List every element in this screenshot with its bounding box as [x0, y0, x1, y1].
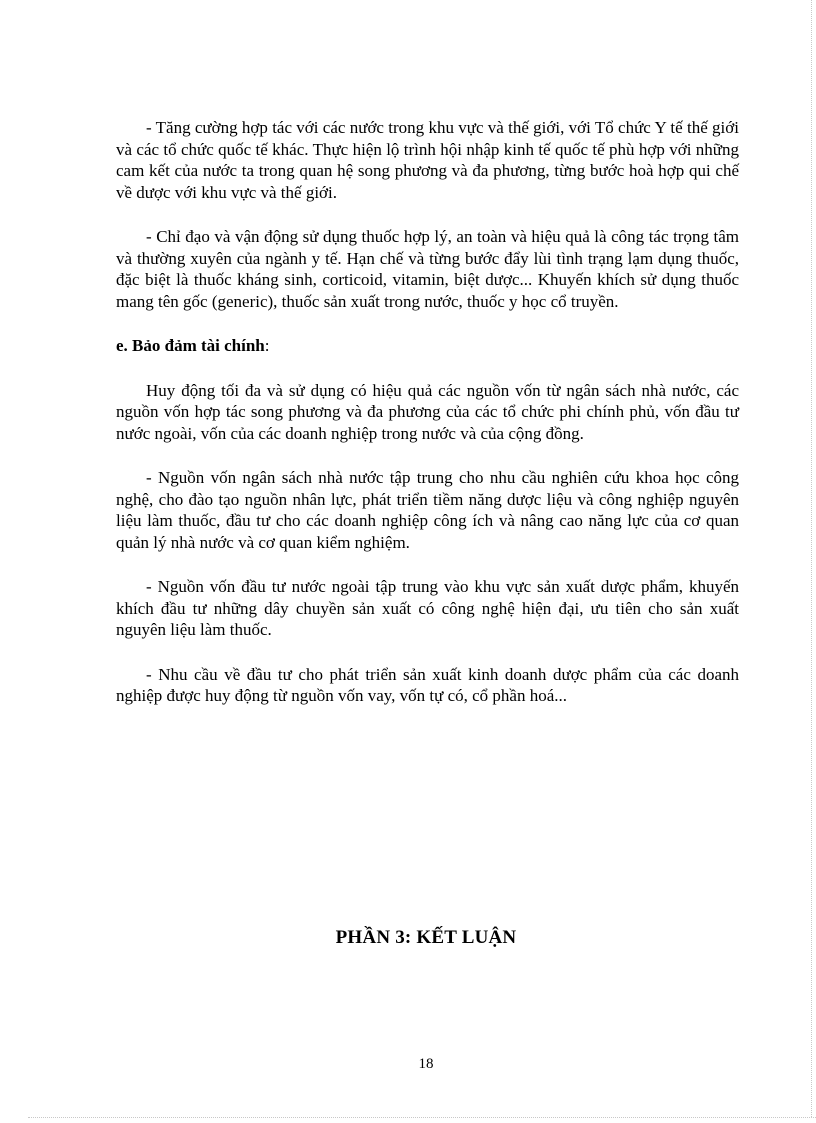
paragraph-state-budget: - Nguồn vốn ngân sách nhà nước tập trung cho nhu cầu nghiên cứu khoa học công nghệ, cho đào tạo nguồn nhân lực, phát triển tiềm năng dược liệu và công nghiệp nguyên liệu làm thuốc, đầu tư cho các doanh nghiệp công ích và nâng cao năng lực của cơ quan quản lý nhà nước và cơ quan kiểm nghiệm. [116, 468, 739, 552]
section-heading-finance [116, 335, 739, 357]
heading-suffix: : [264, 336, 270, 355]
page-bottom-border [28, 1117, 816, 1118]
section-title: PHẦN 3: KẾT LUẬN [335, 927, 517, 948]
paragraph-rational-drug-use: - Chỉ đạo và vận động sử dụng thuốc hợp lý, an toàn và hiệu quả là công tác trọng tâm và thường xuyên của ngành y tế. Hạn chế và từng bước đẩy lùi tình trạng lạm dụng thuốc, đặc biệt là thuốc kháng sinh, corticoid, vitamin, biệt dược... Khuyến khích sử dụng thuốc mang tên gốc (generic), thuốc sản xuất trong nước, thuốc y học cổ truyền. [116, 227, 739, 311]
paragraph-foreign-investment: - Nguồn vốn đầu tư nước ngoài tập trung vào khu vực sản xuất dược phẩm, khuyến khích đầu tư những dây chuyền sản xuất có công nghệ hiện đại, ưu tiên cho sản xuất nguyên liệu làm thuốc. [116, 577, 739, 639]
body-text [116, 117, 739, 730]
heading-bold-text: e. Bảo đảm tài chính [116, 336, 265, 355]
paragraph-enterprise-investment: - Nhu cầu về đầu tư cho phát triển sản xuất kinh doanh dược phẩm của các doanh nghiệp được huy động từ nguồn vốn vay, vốn tự có, cổ phần hoá... [116, 664, 739, 705]
paragraph-cooperation: - Tăng cường hợp tác với các nước trong khu vực và thế giới, với Tổ chức Y tế thế giới và các tổ chức quốc tế khác. Thực hiện lộ trình hội nhập kinh tế quốc tế phù hợp với những cam kết của nước ta trong quan hệ song phương và đa phương, từng bước hoà hợp qui chế về dược với khu vực và thế giới. [116, 118, 739, 202]
page-number: 18 [418, 1056, 434, 1072]
page-right-border [811, 0, 812, 1117]
paragraph-mobilize-funds: Huy động tối đa và sử dụng có hiệu quả các nguồn vốn từ ngân sách nhà nước, các nguồn vốn hợp tác song phương và đa phương của các tổ chức phi chính phủ, vốn đầu tư nước ngoài, vốn của các doanh nghiệp trong nước và của cộng đồng. [116, 380, 739, 443]
